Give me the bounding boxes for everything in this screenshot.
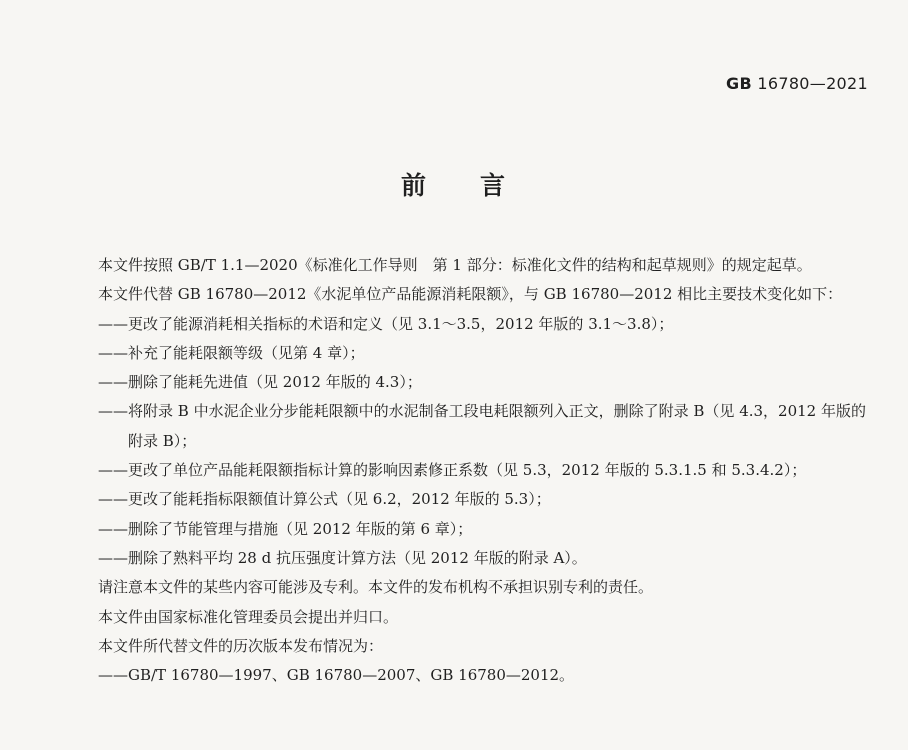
change-item-5 [68,456,866,485]
list-dash: —— [98,314,128,333]
change-item-3 [68,368,866,397]
list-dash: —— [98,402,128,421]
page-title [0,166,908,202]
standard-code [726,74,868,93]
paragraph-patent-notice: 请注意本文件的某些内容可能涉及专利。本文件的发布机构不承担识别专利的责任。 [98,578,654,597]
paragraph-history-intro: 本文件所代替文件的历次版本发布情况为： [98,636,384,655]
list-dash: —— [98,519,128,538]
change-item-text: 更改了单位产品能耗限额指标计算的影响因素修正系数（见 5.3，2012 年版的 5.3.1.5 和 5.3.4.2）； [128,461,807,480]
change-item-7 [68,515,866,544]
change-item-text: 更改了能源消耗相关指标的术语和定义（见 3.1～3.5，2012 年版的 3.1～3.8）； [128,314,674,333]
change-item-text: 将附录 B 中水泥企业分步能耗限额中的水泥制备工段电耗限额列入正文，删除了附录 B（见 4.3，2012 年版的附录 B）； [128,402,866,450]
list-dash: —— [98,666,128,685]
paragraph-proposer: 本文件由国家标准化管理委员会提出并归口。 [98,607,399,626]
change-item-text: 更改了能耗指标限额值计算公式（见 6.2，2012 年版的 5.3）； [128,490,551,509]
paragraph-drafting-basis: 本文件按照 GB/T 1.1—2020《标准化工作导则 第 1 部分：标准化文件的结构和起草规则》的规定起草。 [98,256,812,274]
paragraph-replacement: 本文件代替 GB 16780—2012《水泥单位产品能源消耗限额》，与 GB 16780—2012 相比主要技术变化如下： [98,285,843,304]
change-item-text: 补充了能耗限额等级（见第 4 章）； [128,343,365,362]
history-item-text: GB/T 16780—1997、GB 16780—2007、GB 16780—2012。 [128,666,575,685]
list-dash: —— [98,548,128,567]
history-item [68,661,866,690]
list-dash: —— [98,461,128,480]
change-item-8 [68,544,866,573]
list-dash: —— [98,490,128,509]
document-body [68,251,866,690]
change-item-text: 删除了能耗先进值（见 2012 年版的 4.3）； [128,373,422,392]
change-item-6 [68,485,866,514]
change-item-4 [68,397,866,456]
list-dash: —— [98,373,128,392]
change-item-1 [68,310,866,339]
change-item-text: 删除了熟料平均 28 d 抗压强度计算方法（见 2012 年版的附录 A）。 [128,548,587,567]
standard-code-prefix: GB [726,74,752,93]
change-item-2 [68,339,866,368]
standard-code-number: 16780—2021 [757,74,868,93]
list-dash: —— [98,343,128,362]
page-title-char-2: 言 [480,171,508,200]
change-item-text: 删除了节能管理与措施（见 2012 年版的第 6 章）； [128,519,473,538]
page-title-char-1: 前 [400,171,428,200]
